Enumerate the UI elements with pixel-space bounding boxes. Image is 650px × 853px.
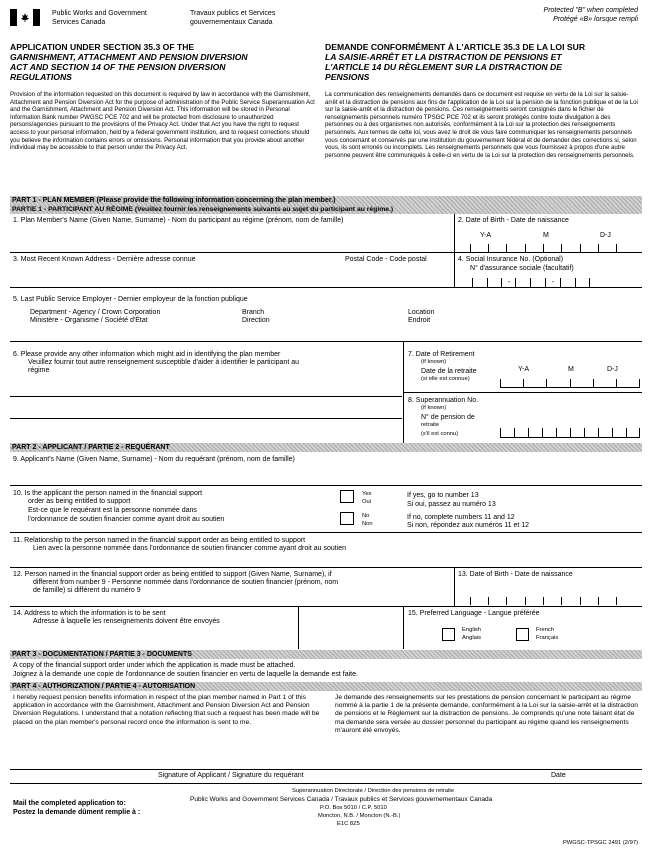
q8-label: 8. Superannuation No.	[408, 397, 479, 404]
language-francais-label: Français	[536, 635, 559, 641]
q10-label-1: 10. Is the applicant the person named in the financial support	[13, 490, 203, 497]
title-en-3: ACT AND SECTION 14 OF THE PENSION DIVERSION	[10, 62, 226, 72]
dept-name-en-1: Public Works and Government	[52, 10, 147, 17]
employer-branch-field[interactable]	[242, 326, 402, 340]
q6-label-fr-2: régime	[28, 367, 50, 374]
mail-to-en: Mail the completed application to:	[13, 800, 126, 807]
postal-code-field[interactable]	[345, 266, 451, 286]
q4-label-fr: N° d'assurance sociale (facultatif)	[470, 265, 574, 272]
q15-label: 15. Preferred Language - Langue préférée	[408, 610, 540, 617]
q10-no-label: No	[362, 513, 370, 519]
q11-label-fr: Lien avec la personne nommée dans l'ordonnance de soutien financier comme ayant droit au soutien	[33, 545, 347, 552]
q10-yes-instruction-fr: Si oui, passez au numéro 13	[407, 501, 496, 508]
q7-month-label: M	[568, 366, 574, 373]
title-fr-2: LA SAISIE-ARRÊT ET LA DISTRACTION DE PENSIONS ET	[325, 52, 562, 62]
q2-label: 2. Date of Birth - Date de naissance	[458, 217, 569, 224]
q10-no-instruction-en: If no, complete numbers 11 and 12	[407, 514, 515, 521]
q7-year-label: Y-A	[518, 366, 530, 373]
q10-no-checkbox[interactable]	[340, 512, 354, 525]
part4-text-fr: Je demande des renseignements sur les prestations de pension concernant le participant au régime nommé à la partie 1 de la présente demande, conformément à la Loi sur la saisie-arrêt et la distraction de pensions et le Règlement sur la distraction de pensions. Je comprends qu'une note faisant état de ma demande sera versée au dossier personnel du participant au régime quand les renseignements m'auront été envoyés.	[335, 694, 638, 734]
mailing-postal-code-field[interactable]	[304, 624, 400, 648]
q12-label-1: 12. Person named in the financial support order as being entitled to support (Given Name, Surname), if	[13, 571, 332, 578]
language-french-checkbox[interactable]	[516, 628, 529, 641]
date-label: Date	[551, 772, 566, 779]
q8-label-fr-2: retraite	[421, 422, 440, 428]
q8-if-known-fr: (s'il est connu)	[421, 431, 459, 437]
q13-label: 13. Date of Birth - Date de naissance	[458, 571, 573, 578]
form-number: PWGSC-TPSGC 2491 (2/97)	[562, 840, 638, 846]
q11-label-en: 11. Relationship to the person named in the financial support order as being entitled to support	[13, 537, 306, 544]
q9-label: 9. Applicant's Name (Given Name, Surname) - Nom du requérant (prénom, nom de famille)	[13, 456, 295, 463]
protected-b-fr: Protégé «B» lorsque rempli	[553, 16, 638, 23]
q12-label-2: different from number 9 - Personne nommée dans l'ordonnance de soutien financier (prénom, nom	[33, 579, 339, 586]
q5-dept-en: Department - Agency / Crown Corporation	[30, 309, 161, 316]
canada-flag-logo	[10, 9, 40, 26]
q5-location-en: Location	[408, 309, 435, 316]
language-english-checkbox[interactable]	[442, 628, 455, 641]
q2-year-label: Y-A	[480, 232, 492, 239]
q8-if-known: (if known)	[421, 405, 447, 411]
dept-name-en-2: Services Canada	[52, 19, 106, 26]
signature-field[interactable]	[120, 758, 470, 768]
part2-header: PART 2 - APPLICANT / PARTIE 2 - REQUÉRANT	[10, 443, 642, 452]
q6-label-fr: Veuillez fournir tout autre renseignement susceptible d'aider à identifier le participant au	[28, 359, 299, 366]
relationship-field[interactable]	[13, 554, 641, 566]
employer-department-field[interactable]	[30, 326, 235, 340]
q10-label-4: l'ordonnance de soutien financier comme ayant droit au soutien	[28, 516, 225, 523]
signature-label: Signature of Applicant / Signature du requérant	[158, 772, 304, 779]
q10-yes-checkbox[interactable]	[340, 490, 354, 503]
part1-header-en: PART 1 - PLAN MEMBER (Please provide the following information concerning the plan member.)	[10, 196, 642, 205]
title-en-4: REGULATIONS	[10, 72, 72, 82]
language-french-label: French	[536, 627, 555, 633]
q5-dept-fr: Ministère - Organisme / Société d'État	[30, 317, 148, 324]
applicant-name-field[interactable]	[13, 466, 641, 484]
privacy-notice-fr: La communication des renseignements demandés dans ce document est requise en vertu de la Loi sur la saisie-arrêt et la distraction de pensions aux fins de l'application de la Loi sur la pension de la fonction publique et de la Loi sur la saisie-arrêt et la distraction de pensions. Ces renseignements seront consignés dans le fichier de renseignements personnels numéro TPSGC PCE 702 et ils seront protégés contre toute divulgation à des personnes ou à des organismes non autorisés, conformément à la Loi sur la protection des renseignements personnels. Aux termes de cette loi, vous avez le droit de vous faire communiquer les renseignements personnels vous concernant et conservés par une institution du gouvernement fédéral et de demander des corrections si, selon vous, ils sont erronés ou incomplets. Les renseignements personnels que vous fournissez à propos d'une autre personne peuvent être communiqués à celle-ci en vertu de la Loi sur la protection des renseignements personnels.	[325, 91, 638, 159]
q2-day-label: D-J	[600, 232, 611, 239]
dept-name-fr-2: gouvernementaux Canada	[190, 19, 273, 26]
q5-branch-en: Branch	[242, 309, 265, 316]
mail-address-line-2: Public Works and Government Services Canada / Travaux publics et Services gouvernementaux Canada	[190, 796, 493, 803]
entitled-person-name-field[interactable]	[13, 595, 449, 605]
q7-label: 7. Date of Retirement	[408, 351, 475, 358]
dept-name-fr-1: Travaux publics et Services	[190, 10, 276, 17]
q10-non-label: Non	[362, 521, 373, 527]
employer-location-field[interactable]	[408, 326, 638, 340]
mail-address-line-4: Moncton, N.B. / Moncton (N.-B.)	[318, 813, 401, 819]
q5-branch-fr: Direction	[242, 317, 270, 324]
title-fr-3: L'ARTICLE 14 DU RÈGLEMENT SUR LA DISTRACTION DE	[325, 62, 562, 72]
title-en-2: GARNISHMENT, ATTACHMENT AND PENSION DIVERSION	[10, 52, 248, 62]
part1-header-fr: PARTIE 1 - PARTICIPANT AU RÉGIME (Veuillez fournir les renseignements suivants au sujet du participant au régime.)	[10, 205, 642, 214]
q5-location-fr: Endroit	[408, 317, 431, 324]
entitled-person-dob-field[interactable]	[458, 595, 640, 605]
q7-day-label: D-J	[607, 366, 618, 373]
q12-label-3: de famille) si différent du numéro 9	[33, 587, 141, 594]
date-field[interactable]	[500, 758, 630, 768]
language-english-label: English	[462, 627, 482, 633]
protected-b-en: Protected "B" when completed	[543, 7, 638, 14]
q3-label: 3. Most Recent Known Address - Dernière adresse connue	[13, 256, 196, 263]
part3-text-fr: Joignez à la demande une copie de l'ordonnance de soutien financier en vertu de laquelle la demande est faite.	[13, 671, 358, 678]
q8-label-fr: N° de pension de	[421, 414, 475, 421]
mailing-address-field[interactable]	[13, 628, 298, 648]
form-page: Public Works and Government Services Canada Travaux publics et Services gouvernementaux Canada Protected "B" when completed Protégé «B» lorsque rempli APPLICATION UNDER SECTION 35.3 OF THE GARNISHMENT, ATTACHMENT AND PENSION DIVERSION ACT AND SECTION 14 OF THE PENSION DIVERSION REGULATIONS DEMANDE CONFORMÉMENT À L'ARTICLE 35.3 DE LA LOI SUR LA SAISIE-ARRÊT ET LA DISTRACTION DE PENSIONS ET L'ARTICLE 14 DU RÈGLEMENT SUR LA DISTRACTION DE PENSIONS Provision of the information requested on this document is required by law in accordance with the Garnishment, Attachment and Pension Diversion Act for the purpose of administration of the Public Service Superannuation Act and the Garnishment, Attachment and Pension Diversion Act. This information will be stored in Personal Information Bank number PWGSC PCE 702 and will be protected from disclosure to unauthorized persons/agencies pursuant to the provisions of the Privacy Act. Under that Act you have the right to request access to your personal information, held by a federal government institution, and to request corrections should you believe the information contains errors or omissions. Personal information that you provide about another individual may be accessible to that person under the Privacy Act. La communication des renseignements demandés dans ce document est requise en vertu de la Loi sur la saisie-arrêt et la distraction de pensions aux fins de l'application de la Loi sur la pension de la fonction publique et de la Loi sur la saisie-arrêt et la distraction de pensions. Ces renseignements seront consignés dans le fichier de renseignements personnels numéro TPSGC PCE 702 et ils seront protégés contre toute divulgation à des personnes ou à des organismes non autorisés, conformément à la Loi sur la protection des renseignements personnels. Aux termes de cette loi, vous avez le droit de vous faire communiquer les renseignements personnels vous concernant et conservés par une institution du gouvernement fédéral et de demander des corrections si, selon vous, ils sont erronés ou incomplets. Les renseignements personnels que vous fournissez à propos d'une autre personne peuvent être communiqués à celle-ci en vertu de la Loi sur la protection des renseignements personnels. PART 1 - PLAN MEMBER (Please provide the following information concerning the plan member.) PARTIE 1 - PARTICIPANT AU RÉGIME (Veuillez fournir les renseignements suivants au sujet du participant au régime.) 1. Plan Member's Name (Given Name, Surname) - Nom du participant au régime (prénom, nom de famille) 2. Date of Birth - Date de naissance Y-A M D-J 3. Most Recent Known Address - Dernière adresse connue Postal Code - Code postal 4. Social Insurance No. (Optional) N° d'assurance sociale (facultatif) - - 5. Last Public Service Employer - Dernier employeur de la fonction publique Department - Agency / Crown Corporation Ministère - Organisme / Société d'État Branch Direction Location Endroit 6. Please provide any other information which might aid in identifying the plan member Veuillez fournir tout autre renseignement susceptible d'aider à identifier le participant au régime 7. Date of Retirement (if known) Date de la retraite (si elle est connue) Y-A M D-J 8. Superannuation No. (if known) N° de pension de retraite (s'il est connu) PART 2 - APPLICANT / PARTIE 2 - REQUÉRANT 9. Applicant's Name (Given Name, Surname) - Nom du requérant (prénom, nom de famille) 10. Is the applicant the person named in the financial support order as being entitled to support Est-ce que le requérant est la personne nommée dans l'ordonnance de soutien financier comme ayant droit au soutien Yes Oui No Non If yes, go to number 13 Si oui, passez au numéro 13 If no, complete numbers 11 and 12 Si non, répondez aux numéros 11 et 12 11. Relationship to the person named in the financial support order as being entitled to support Lien avec la personne nommée dans l'ordonnance de soutien financier comme ayant droit au soutien 12. Person named in the financial support order as being entitled to support (Given Name, Surname), if different from number 9 - Personne nommée dans l'ordonnance de soutien financier (prénom, nom de famille) si différent du numéro 9 13. Date of Birth - Date de naissance 14. Address to which the information is to be sent Adresse à laquelle les renseignements doivent être envoyés 15. Preferred Language - Langue préférée English Anglais French Français PART 3 - DOCUMENTATION / PARTIE 3 - DOCUMENTS A copy of the financial support order under which the application is made must be attached. Joignez à la demande une copie de l'ordonnance de soutien financier en vertu de laquelle la demande est faite. PART 4 - AUTHORIZATION / PARTIE 4 - AUTORISATION I hereby request pension benefits information in respect of the plan member named in Part 1 of this application in accordance with the Garnishment, Attachment and Pension Diversion Act and Pension Diversion Regulations. I understand that a notation reflecting that such a request has been made will be placed on the plan member's personal record once the information is sent to me. Je demande des renseignements sur les prestations de pension concernant le participant au régime nommé à la partie 1 de la présente demande, conformément à la Loi sur la saisie-arrêt et la distraction de pensions et le Règlement sur la distraction de pensions. Je comprends qu'une note faisant état de ma demande sera versée au dossier personnel du participant au régime quand les renseignements m'auront été envoyés. Signature of Applicant / Signature du requérant Date Mail the completed application to: Postez la demande dûment remplie à : Superannuation Directorate / Direction des pensions de retraite Public Works and Government Services Canada / Travaux publics et Services gouvernementaux Canada P.O. Box 5010 / C.P. 5010 Moncton, N.B. / Moncton (N.-B.) E1C 8Z5 PWGSC-TPSGC 2491 (2/97)	[0, 0, 650, 853]
part4-header: PART 4 - AUTHORIZATION / PARTIE 4 - AUTORISATION	[10, 682, 642, 691]
q6-label-en: 6. Please provide any other information which might aid in identifying the plan member	[13, 351, 281, 358]
q2-month-label: M	[543, 232, 549, 239]
language-anglais-label: Anglais	[462, 635, 482, 641]
plan-member-name-field[interactable]	[13, 228, 451, 250]
address-field[interactable]	[13, 266, 343, 286]
title-en-1: APPLICATION UNDER SECTION 35.3 OF THE	[10, 42, 195, 52]
part4-text-en: I hereby request pension benefits information in respect of the plan member named in Part 1 of this application in accordance with the Garnishment, Attachment and Pension Diversion Act and Pension Diversion Regulations. I understand that a notation reflecting that such a request has been made will be placed on the plan member's personal record once the information is sent to me.	[13, 694, 320, 726]
title-fr-4: PENSIONS	[325, 72, 370, 82]
q7-if-known: (if known)	[421, 359, 447, 365]
mail-to-fr: Postez la demande dûment remplie à :	[13, 809, 141, 816]
q10-yes-label: Yes	[362, 491, 372, 497]
q14-label-en: 14. Address to which the information is to be sent	[13, 610, 166, 617]
mail-address-line-1: Superannuation Directorate / Direction des pensions de retraite	[292, 788, 455, 794]
q10-no-instruction-fr: Si non, répondez aux numéros 11 et 12	[407, 522, 530, 529]
q7-label-fr: Date de la retraite	[421, 368, 477, 375]
part3-text-en: A copy of the financial support order under which the application is made must be attached.	[13, 662, 296, 669]
q10-yes-instruction-en: If yes, go to number 13	[407, 492, 479, 499]
q1-label: 1. Plan Member's Name (Given Name, Surname) - Nom du participant au régime (prénom, nom de famille)	[13, 217, 344, 224]
q10-oui-label: Oui	[362, 499, 372, 505]
mail-address-line-5: E1C 8Z5	[337, 821, 360, 827]
q14-label-fr: Adresse à laquelle les renseignements doivent être envoyés	[33, 618, 220, 625]
q4-label-en: 4. Social Insurance No. (Optional)	[458, 256, 564, 263]
sin-field[interactable]	[458, 276, 640, 286]
mail-address-line-3: P.O. Box 5010 / C.P. 5010	[320, 805, 387, 811]
other-info-field[interactable]	[13, 376, 401, 438]
q7-if-known-fr: (si elle est connue)	[421, 376, 470, 382]
q5-label: 5. Last Public Service Employer - Dernier employeur de la fonction publique	[13, 296, 248, 303]
q3-postal-label: Postal Code - Code postal	[345, 256, 427, 263]
privacy-notice-en: Provision of the information requested on this document is required by law in accordance with the Garnishment, Attachment and Pension Diversion Act for the purpose of administration of the Public Service Superannuation Act and the Garnishment, Attachment and Pension Diversion Act. This information will be stored in Personal Information Bank number PWGSC PCE 702 and will be protected from disclosure to unauthorized persons/agencies pursuant to the provisions of the Privacy Act. Under that Act you have the right to request access to your personal information, held by a federal government institution, and to request corrections should you believe the information contains errors or omissions. Personal information that you provide about another individual may be accessible to that person under the Privacy Act.	[10, 91, 315, 152]
q10-label-3: Est-ce que le requérant est la personne nommée dans	[28, 507, 197, 514]
title-fr-1: DEMANDE CONFORMÉMENT À L'ARTICLE 35.3 DE LA LOI SUR	[325, 42, 586, 52]
q10-label-2: order as being entitled to support	[28, 498, 131, 505]
part3-header: PART 3 - DOCUMENTATION / PARTIE 3 - DOCUMENTS	[10, 650, 642, 659]
